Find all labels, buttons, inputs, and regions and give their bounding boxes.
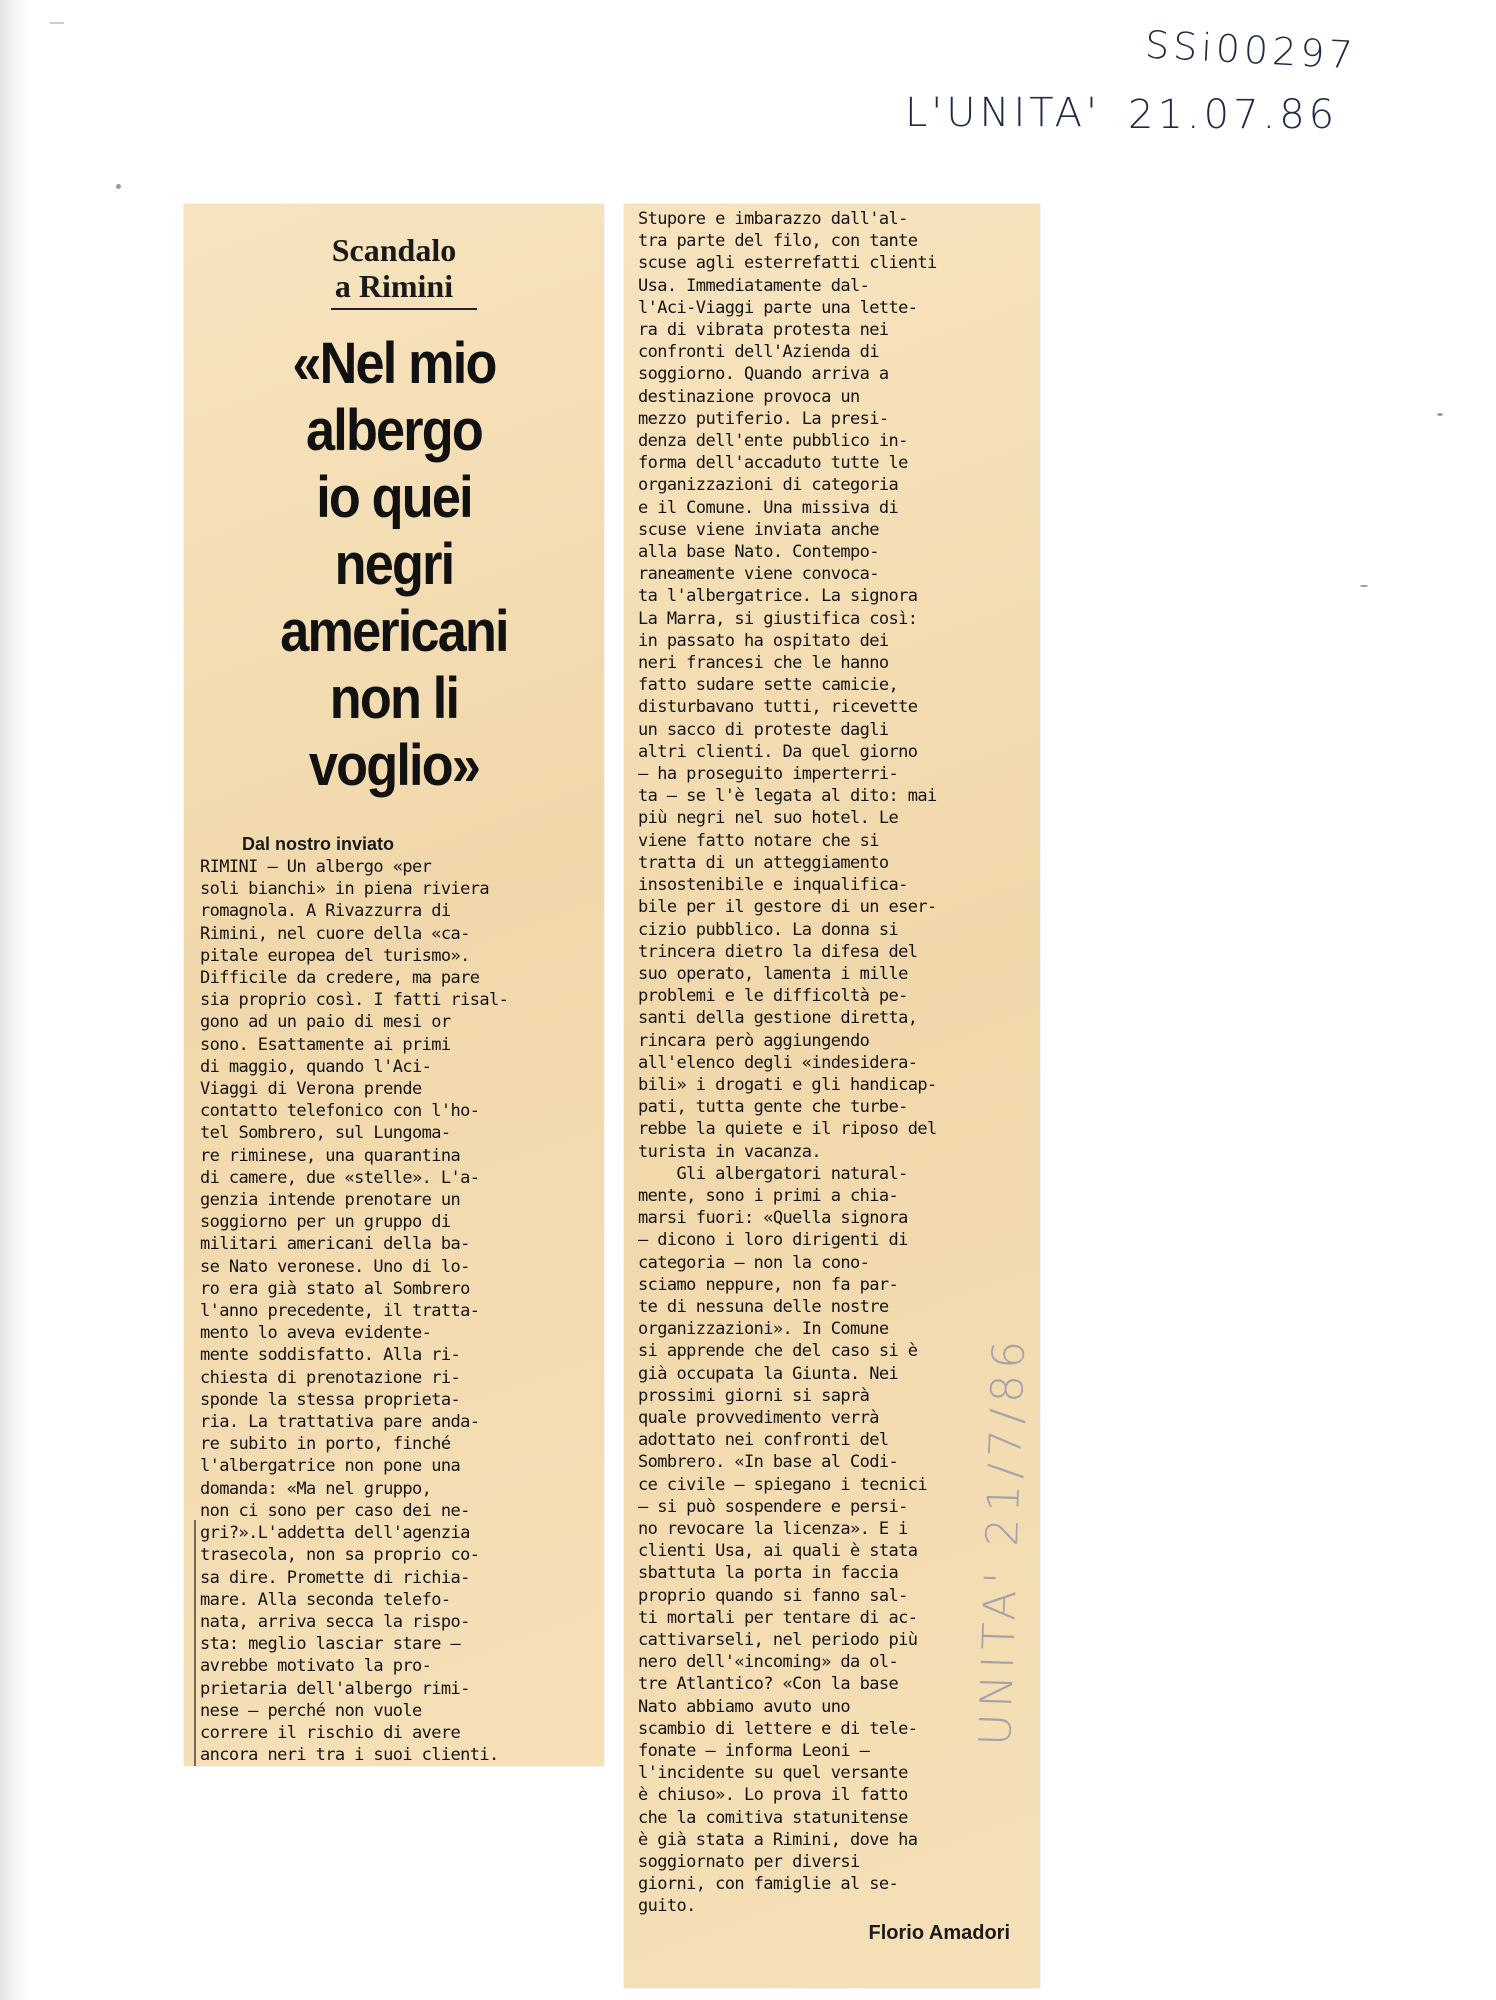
dust-speck	[116, 184, 121, 189]
headline-line: «Nel mio	[292, 331, 496, 396]
headline-line: albergo	[306, 398, 482, 463]
scan-edge	[0, 0, 30, 2000]
dust-speck	[1437, 413, 1443, 416]
headline-line: voglio»	[308, 733, 480, 798]
archive-source: L'UNITA'	[905, 90, 1101, 136]
author-signature: Florio Amadori	[868, 1922, 1010, 1944]
clipping-shadow	[194, 1520, 196, 1766]
headline-line: americani	[280, 599, 508, 664]
headline-line: negri	[334, 532, 454, 597]
headline	[184, 330, 604, 799]
clipping-left-column	[184, 204, 604, 1766]
byline: Dal nostro inviato	[242, 834, 395, 854]
kicker	[184, 232, 604, 310]
kicker-line-1: Scandalo	[331, 232, 457, 268]
headline-line: non li	[329, 666, 459, 731]
article-body-left: RIMINI — Un albergo «per soli bianchi» in piena riviera romagnola. A Rivazzurra di Rimini, nel cuore della «ca- pitale europea del turismo». Difficile da credere, ma pare sia proprio così. I fatti risal- gono ad un paio di mesi or sono. Esattamente ai primi di maggio, quando l'Aci- Viaggi di Verona prende contatto telefonico con l'ho- tel Sombrero, sul Lungoma- re riminese, una quarantina di camere, due «stelle». L'a- genzia intende prenotare un soggiorno per un gruppo di militari americani della ba- se Nato veronese. Uno di lo- ro era già stato al Sombrero l'anno precedente, il tratta- mento lo aveva evidente- mente soddisfatto. Alla ri- chiesta di prenotazione ri- sponde la stessa proprieta- ria. La trattativa pare anda- re subito in porto, finché l'albergatrice non pone una domanda: «Ma nel gruppo, non ci sono per caso dei ne- gri?».L'addetta dell'agenzia trasecola, non sa proprio co- sa dire. Promette di richia- mare. Alla seconda telefo- nata, arriva secca la rispo- sta: meglio lasciar stare — avrebbe motivato la pro- prietaria dell'albergo rimi- nese — perché non vuole correre il rischio di avere ancora neri tra i suoi clienti.	[200, 857, 509, 1766]
archive-code: SSi00297	[1143, 22, 1358, 78]
archive-date: 21.07.86	[1128, 92, 1339, 138]
scan-mark	[50, 22, 64, 24]
article-body-right: Stupore e imbarazzo dall'al- tra parte del filo, con tante scuse agli esterrefatti clienti Usa. Immediatamente dal- l'Aci-Viaggi parte una lette- ra di vibrata protesta nei confronti dell'Azienda di soggiorno. Quando arriva a destinazione provoca un mezzo putiferio. La presi- denza dell'ente pubblico in- forma dell'accaduto tutte le organizzazioni di categoria e il Comune. Una missiva di scuse viene inviata anche alla base Nato. Contempo- raneamente viene convoca- ta l'albergatrice. La signora La Marra, si giustifica così: in passato ha ospitato dei neri francesi che le hanno fatto sudare sette camicie, disturbavano tutti, ricevette un sacco di proteste dagli altri clienti. Da quel giorno — ha proseguito imperterri- ta — se l'è legata al dito: mai più negri nel suo hotel. Le viene fatto notare che si tratta di un atteggiamento insostenibile e inqualifica- bile per il gestore di un eser- cizio pubblico. La donna si trincera dietro la difesa del suo operato, lamenta i mille problemi e le difficoltà pe- santi della gestione diretta, rincara però aggiungendo all'elenco degli «indesidera- bili» i drogati e gli handicap- pati, tutta gente che turbe- rebbe la quiete e il riposo del turista in vacanza. Gli albergatori natural- mente, sono i primi a chia- marsi fuori: «Quella signora — dicono i loro dirigenti di categoria — non la cono- sciamo neppure, non fa par- te di nessuna delle nostre organizzazioni». In Comune si apprende che del caso si è già occupata la Giunta. Nei prossimi giorni si saprà quale provvedimento verrà adottato nei confronti del Sombrero. «In base al Codi- ce civile — spiegano i tecnici — si può sospendere e persi- no revocare la licenza». E i clienti Usa, ai quali è stata sbattuta la porta in faccia proprio quando si fanno sal- ti mortali per tentare di ac- cattivarseli, nel periodo più nero dell'«incoming» da ol- tre Atlantico? «Con la base Nato abbiamo avuto uno scambio di lettere e di tele- fonate — informa Leoni — l'incidente su quel versante è chiuso». Lo prova il fatto che la comitiva statunitense è già stata a Rimini, dove ha soggiornato per diversi giorni, con famiglie al se- guito.	[638, 209, 937, 1917]
handwritten-margin-note: UNITA' 21/7/86	[970, 1333, 1036, 1747]
kicker-line-2: a Rimini	[334, 268, 454, 304]
dust-speck	[1360, 585, 1368, 587]
kicker-rule	[331, 308, 477, 310]
headline-line: io quei	[316, 465, 472, 530]
